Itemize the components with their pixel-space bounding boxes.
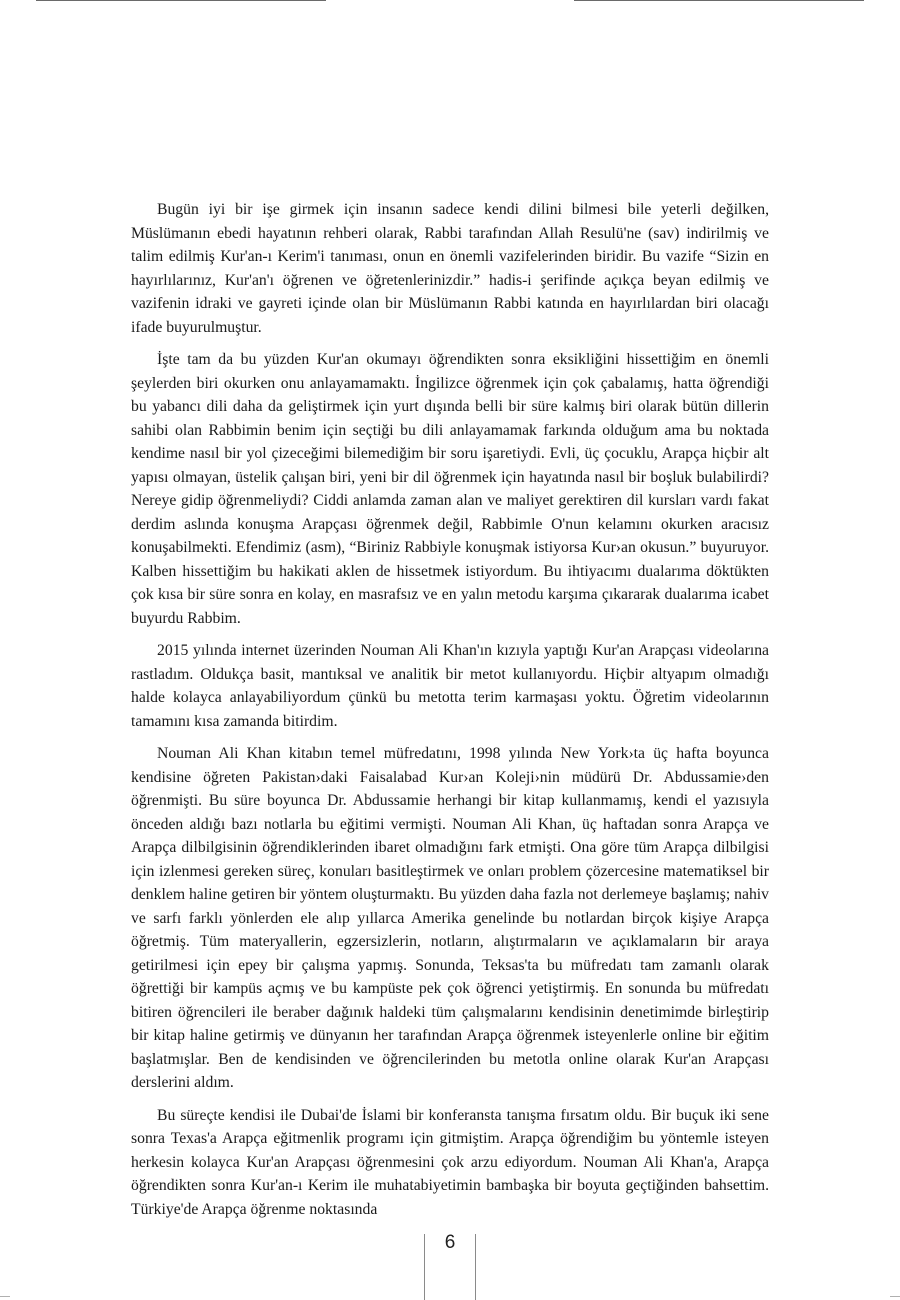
page-footer [0, 1228, 900, 1300]
footer-divider-right [475, 1234, 476, 1300]
body-text [131, 198, 769, 1230]
paragraph-2: İşte tam da bu yüzden Kur'an okumayı öğrendikten sonra eksikliğini hissettiğim en önemli şeylerden biri okurken onu anlayamamaktı. İngilizce öğrenmek için çok çabalamış, hatta öğrendiği bu yabancı dili daha da geliştirmek için yurt dışında belli bir süre kalmış biri olarak bütün dillerin sahibi olan Rabbimin benim için seçtiği bu dili anlayamamak farkında olduğum ama bu noktada kendime nasıl bir yol çizeceğimi bilemediğim bir soru işaretiydi. Evli, üç çocuklu, Arapça hiçbir alt yapısı olmayan, üstelik çalışan biri, yeni bir dil öğrenmek için hayatında nasıl bir boşluk bulabilirdi? Nereye gidip öğrenmeliydi? Ciddi anlamda zaman alan ve maliyet gerektiren dil kursları vardı fakat derdim aslında konuşma Arapçası öğrenmek değil, Rabbimle O'nun kelamını okurken aracısız konuşabilmekti. Efendimiz (asm), “Biriniz Rabbiyle konuşmak istiyorsa Kur›an okusun.” buyuruyor. Kalben hissettiğim bu hakikati aklen de hissetmek istiyordum. Bu ihtiyacımı dualarıma döktükten çok kısa bir süre sonra en kolay, en masrafsız ve en yalın metodu karşıma çıkararak dualarıma icabet buyurdu Rabbim. [131, 351, 769, 627]
top-rule-left [36, 0, 326, 1]
crop-mark-bottom-right [890, 1296, 900, 1297]
paragraph-3: 2015 yılında internet üzerinden Nouman Ali Khan'ın kızıyla yaptığı Kur'an Arapçası videolarına rastladım. Oldukça basit, mantıksal ve analitik bir metot kullanıyordu. Hiçbir altyapım olmadığı halde kolayca anlayabiliyordum çünkü bu metotta terim karmaşası yoktu. Öğretim videolarının tamamını kısa zamanda bitirdim. [131, 642, 769, 730]
paragraph-1: Bugün iyi bir işe girmek için insanın sadece kendi dilini bilmesi bile yeterli değilken, Müslümanın ebedi hayatının rehberi olarak, Rabbi tarafından Allah Resulü'ne (sav) indirilmiş ve talim edilmiş Kur'an-ı Kerim'i tanıması, onun en önemli vazifelerinden biridir. Bu vazife “Sizin en hayırlılarınız, Kur'an'ı öğrenen ve öğretenlerinizdir.” hadis-i şerifinde açıkça beyan edilmiş ve vazifenin idraki ve gayreti içinde olan bir Müslümanın Rabbi katında en hayırlılardan biri olacağı ifade buyurulmuştur. [131, 201, 769, 336]
paragraph-4: Nouman Ali Khan kitabın temel müfredatını, 1998 yılında New York›ta üç hafta boyunca kendisine öğreten Pakistan›daki Faisalabad Kur›an Koleji›nin müdürü Dr. Abdussamie›den öğrenmişti. Bu süre boyunca Dr. Abdussamie herhangi bir kitap kullanmamış, kendi el yazısıyla önceden aldığı bazı notlarla bu eğitimi vermişti. Nouman Ali Khan, üç haftadan sonra Arapça ve Arapça dilbilgisinin öğrendiklerinden ibaret olmadığını fark etmişti. Ona göre tüm Arapça dilbilgisi için izlenmesi gereken süreç, konuları basitleştirmek ve onları problem çözercesine matematiksel bir denklem haline getiren bir yöntem oluşturmaktı. Bu yüzden daha fazla not derlemeye başlamış; nahiv ve sarfı farklı yönlerden ele alıp yıllarca Amerika genelinde bu notlardan birçok kişiye Arapça öğretmiş. Tüm materyallerin, egzersizlerin, notların, alıştırmaların ve açıklamaların bir araya getirilmesi için epey bir çalışma yapmış. Sonunda, Teksas'ta bu müfredatı tam zamanlı olarak öğrettiği bir kampüs açmış ve bu kampüste pek çok öğrenci yetiştirmiş. En sonunda bu müfredatı bitiren öğrencileri ile beraber dağınık haldeki tüm çalışmalarını kendisinin denetimimde birleştirip bir kitap haline getirmiş ve dünyanın her tarafından Arapça öğrenmek isteyenlerle online bir eğitim başlatmışlar. Ben de kendisinden ve öğrencilerinden bu metotla online olarak Kur'an Arapçası derslerini aldım. [131, 745, 769, 1091]
paragraph-5: Bu süreçte kendisi ile Dubai'de İslami bir konferansta tanışma fırsatım oldu. Bir buçuk iki sene sonra Texas'a Arapça eğitmenlik programı için gitmiştim. Arapça öğrendiğim bu yöntemle isteyen herkesin kolayca Kur'an Arapçası öğrenmesini çok arzu ediyordum. Nouman Ali Khan'a, Arapça öğrendikten sonra Kur'an-ı Kerim ile muhatabiyetimin bambaşka bir boyuta geçtiğinden bahsettim. Türkiye'de Arapça öğrenme noktasında [131, 1106, 769, 1218]
crop-mark-bottom-left [0, 1296, 10, 1297]
page-number: 6 [444, 1232, 456, 1253]
top-rule-right [574, 0, 864, 1]
